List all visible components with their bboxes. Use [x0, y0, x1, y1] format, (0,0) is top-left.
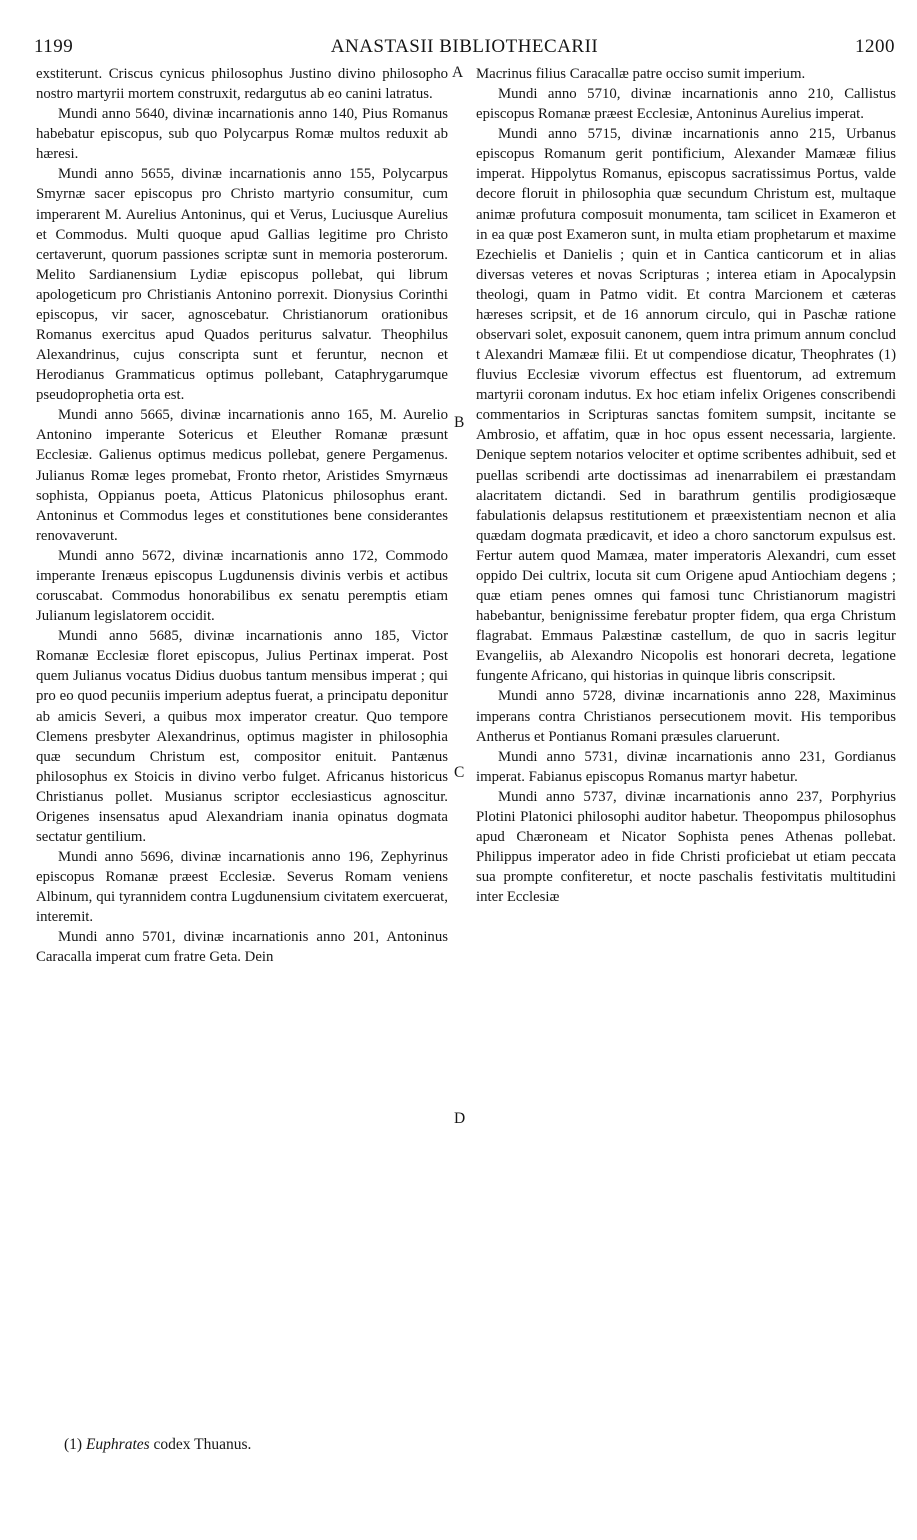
paragraph: Mundi anno 5715, divinæ incarnationis anno 215, Urbanus episcopus Romanum gerit pontificium, Alexander Mamææ filius imperat. Hippolytus Romanus, episcopus sacratissimus Portus, valde decore floruit in philosophia quæ secundum Christum est, multaque animæ profutura composuit monumenta, tam scilicet in Exameron et in ea quæ post Exameron sunt, in multa etiam prophetarum et maxime Ezechielis et Danielis ; quin et in Cantica canticorum et in alias diversas veteres et novas Scripturas ; interea etiam in Apocalypsin theologi, quam in Patmo vidit. Et contra Marcionem et cæteras hæreses scripsit, et de 16 annorum circulo, qui in Paschæ ratione observari solet, exposuit canonem, quem intra primum annum conclud t Alexandri Mamææ filii. Et ut compendiose dicatur, Theophrates (1) fluvius Ecclesiæ vivorum effectus est fluentorum, ad extremum martyrii coronam indutus. Ex hoc etiam infelix Origenes conscribendi commentarios in Scripturas sanctas fomitem sumpsit, incitante se Ambrosio, et affatim, quæ in hoc opus essent necessaria, largiente. Denique septem notarios velociter et optime scribentes adhibuit, sed et puellas scribendi arte doctissimas ad inenarrabilem ei præstandam alacritatem dictandi. Sed in barathrum gentilis prodigiosæque fabulationis delapsus restitutionem et præexistentiam necnon et alia quædam dogmata prædicavit, et ideo a choro sanctorum expulsus est. Fertur autem quod Mamæa, mater imperatoris Alexandri, cum esset oppido Dei cultrix, locuta sit cum Origene apud Antiochiam degens ; quæ etiam penes omnes qui famosi tunc Christianorum magistri habebantur, benignissime ferebatur propter fidem, qua erga Christum flagrabat. Emmaus Palæstinæ castellum, de quo in sacris legitur Evangeliis, ab Alexandro Nicopolis est honorari decreta, legatione fungente Africano, qui historias in quinque libris conscripsit.	[476, 126, 896, 685]
margin-marker-b: B	[454, 414, 465, 431]
paragraph: Mundi anno 5737, divinæ incarnationis anno 237, Porphyrius Plotini Platonici philosophi auditor habetur. Theopompus philosophus apud Chæroneam et Nicator Sophista penes Athenas pollebat. Philippus imperator adeo in fide Christi proficiebat ut etiam peccata sua prompte confiteretur, et nocte paschalis festivitatis multitudini inter Ecclesiæ	[476, 788, 896, 906]
margin-marker-a: A	[452, 64, 464, 81]
footnote-text: codex Thuanus.	[153, 1436, 252, 1453]
paragraph: Mundi anno 5731, divinæ incarnationis anno 231, Gordianus imperat. Fabianus episcopus Romanus martyr habetur.	[476, 748, 896, 785]
paragraph: Mundi anno 5640, divinæ incarnationis anno 140, Pius Romanus habebatur episcopus, sub quo Polycarpus Romæ multos reduxit ab hæresi.	[36, 106, 448, 163]
margin-marker-c: C	[454, 764, 465, 781]
paragraph: Mundi anno 5672, divinæ incarnationis anno 172, Commodo imperante Irenæus episcopus Lugdunensis divinis verbis et actibus coruscabat. Commodus honorabilibus ex senatu peremptis etiam Julianum legislatorem occidit.	[36, 547, 448, 625]
paragraph: Mundi anno 5655, divinæ incarnationis anno 155, Polycarpus Smyrnæ sacer episcopus pro Christo martyrio consumitur, cum imperarent M. Aurelius Antoninus, qui et Verus, Luciusque Aurelius et Commodus. Multi quoque apud Gallias legitime pro Christo certaverunt, quorum passiones scriptæ sunt in memoria posterorum. Melito Sardianensium Lydiæ episcopus pollebat, qui librum apologeticum pro Christianis Antonino porrexit. Dionysius Corinthi episcopus, vir sacer, agnoscebatur. Christianorum orationibus Romanus exercitus apud Quados periturus salvatur. Theophilus Alexandrinus, cujus conscripta sunt et feruntur, necnon et Herodianus Grammaticus optimus pollebant, Cataphrygarumque pseudoprophetia orta est.	[36, 166, 448, 404]
paragraph: Mundi anno 5696, divinæ incarnationis anno 196, Zephyrinus episcopus Romanæ præest Ecclesiæ. Severus Romam veniens Albinum, qui tyrannidem contra Lugdunensium civitatem exercuerat, interemit.	[36, 849, 448, 926]
margin-marker-d: D	[454, 1110, 466, 1127]
paragraph: Mundi anno 5665, divinæ incarnationis anno 165, M. Aurelio Antonino imperante Sotericus et Eleuther Romanæ præsunt Ecclesiæ. Galienus optimus medicus pollebat, genere Pergamenus. Julianus Romæ leges promebat, Fronto rhetor, Aristides Smyrnæus sophista, Oppianus poeta, Atticus Platonicus philosophus erant. Antoninus et Commodus leges et constitutiones bene considerantes renovaverunt.	[36, 407, 448, 544]
running-title: ANASTASII BIBLIOTHECARII	[330, 36, 599, 57]
footnote-italic-word: Euphrates	[85, 1436, 150, 1453]
paragraph: Mundi anno 5728, divinæ incarnationis anno 228, Maximinus imperans contra Christianos persecutionem movit. His temporibus Antherus et Pontianus Romani præsules claruerunt.	[476, 688, 896, 745]
left-column	[36, 64, 448, 968]
paragraph: Macrinus filius Caracallæ patre occiso sumit imperium.	[476, 66, 806, 82]
page-header	[34, 36, 895, 64]
page-number-left: 1199	[34, 36, 74, 57]
paragraph: Mundi anno 5701, divinæ incarnationis anno 201, Antoninus Caracalla imperat cum fratre Geta. Dein	[36, 929, 448, 966]
footnote-number: (1)	[64, 1436, 83, 1453]
paragraph: Mundi anno 5710, divinæ incarnationis anno 210, Callistus episcopus Romanæ præest Ecclesiæ, Antoninus Aurelius imperat.	[476, 86, 896, 123]
footnote	[64, 1436, 251, 1454]
paragraph: exstiterunt. Criscus cynicus philosophus Justino divino philosopho nostro martyrii mortem construxit, redargutus ab eo canini latratus.	[36, 66, 448, 103]
page-number-right: 1200	[855, 36, 895, 57]
paragraph: Mundi anno 5685, divinæ incarnationis anno 185, Victor Romanæ Ecclesiæ floret episcopus, Julius Pertinax imperat. Post quem Julianus vocatus Didius duobus tantum mensibus imperat ; qui pro eo quod pecuniis imperium adeptus fuerat, a principatu deponitur ab amicis Severi, a quibus mox imperator creatur. Quo tempore Clemens presbyter Alexandrinus, optimus magister in philosophia quæ secundum Christum est, compositor enituit. Pantænus philosophus ex Stoicis in divino verbo fulget. Africanus historicus Christianus pollet. Musianus scriptor ecclesiasticus agnoscitur. Origenes insensatus apud Alexandriam inania opinatus dogmata sectatur gentilium.	[36, 628, 448, 845]
right-column	[476, 64, 896, 907]
